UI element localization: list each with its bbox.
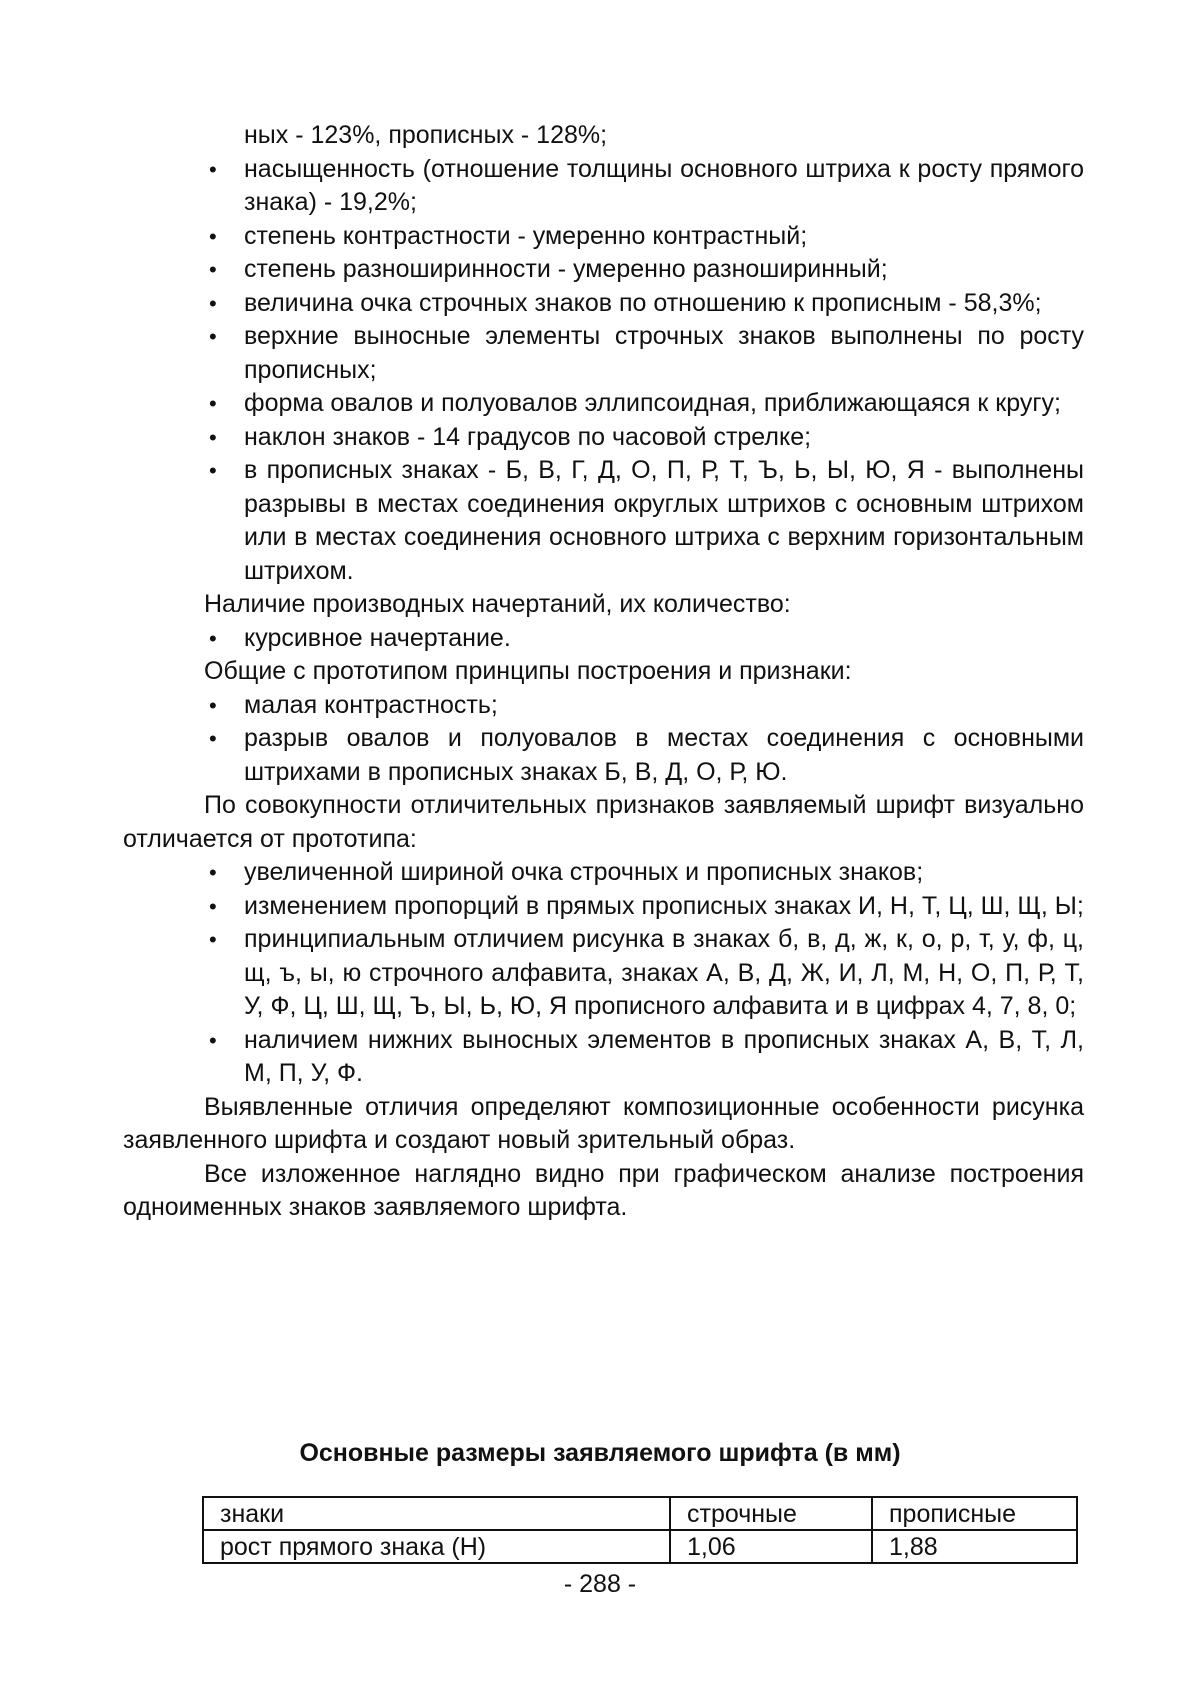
list-item bbox=[123, 923, 1084, 1024]
list-item bbox=[123, 890, 1084, 924]
bullet-icon: • bbox=[209, 726, 217, 751]
list-item bbox=[123, 622, 1084, 656]
bullet-icon: • bbox=[209, 257, 217, 282]
bullet-icon: • bbox=[209, 458, 217, 483]
list-item-text: изменением пропорций в прямых прописных знаках И, Н, Т, Ц, Ш, Щ, Ы; bbox=[244, 891, 1084, 920]
dimensions-table bbox=[202, 1496, 1078, 1564]
table-header-cell: знаки bbox=[203, 1497, 670, 1530]
table-title: Основные размеры заявляемого шрифта (в мм) bbox=[299, 1439, 901, 1467]
list-item-text: наклон знаков - 14 градусов по часовой стрелке; bbox=[244, 422, 812, 451]
list-item-text: величина очка строчных знаков по отношению к прописным - 58,3%; bbox=[244, 288, 1042, 317]
list-item-text: насыщенность (отношение толщины основного штриха к росту прямого знака) - 19,2%; bbox=[244, 154, 1084, 216]
table-cell: рост прямого знака (Н) bbox=[203, 1530, 670, 1563]
list-item-text: малая контрастность; bbox=[244, 690, 498, 719]
bullet-icon: • bbox=[209, 424, 217, 450]
list-item bbox=[123, 689, 1084, 723]
list-item-text: степень разноширинности - умеренно разноширинный; bbox=[244, 255, 888, 283]
bullet-icon: • bbox=[209, 860, 217, 885]
list-item bbox=[123, 287, 1084, 321]
list-item-text: увеличенной шириной очка строчных и прописных знаков; bbox=[244, 858, 924, 886]
list-item-text: разрыв овалов и полуовалов в местах соединения с основными штрихами в прописных знаках Б, В, Д, О, Р, Ю. bbox=[244, 724, 1084, 786]
table-row bbox=[203, 1530, 1077, 1563]
list-item-text: наличием нижних выносных элементов в прописных знаках А, В, Т, Л, М, П, У, Ф. bbox=[244, 1025, 1084, 1087]
bullet-icon: • bbox=[209, 625, 217, 651]
list-item-text: форма овалов и полуовалов эллипсоидная, приближающаяся к кругу; bbox=[244, 389, 1061, 417]
bullet-icon: • bbox=[209, 290, 217, 316]
list-item-text: в прописных знаках - Б, В, Г, Д, О, П, Р, Т, Ъ, Ь, Ы, Ю, Я - выполнены разрывы в местах соединения округлых штрихов с основным штрихом или в местах соединения основного штриха с верхним горизонтальным штрихом. bbox=[244, 456, 1084, 585]
bullet-icon: • bbox=[209, 927, 217, 952]
list-item bbox=[123, 153, 1084, 220]
table-header-row bbox=[203, 1497, 1077, 1530]
list-item bbox=[123, 1024, 1084, 1091]
bullet-icon: • bbox=[209, 692, 217, 718]
table-cell: 1,88 bbox=[872, 1530, 1077, 1563]
list-item bbox=[123, 454, 1084, 588]
paragraph: Все изложенное наглядно видно при графическом анализе построения одноименных знаков заявляемого шрифта. bbox=[123, 1159, 1084, 1221]
bullet-icon: • bbox=[209, 223, 217, 249]
page-number: - 288 - bbox=[563, 1570, 637, 1598]
table-header-cell: строчные bbox=[670, 1497, 872, 1530]
paragraph: По совокупности отличительных признаков заявляемый шрифт визуально отличается от прототипа: bbox=[123, 791, 1084, 853]
list-item-text: степень контрастности - умеренно контрастный; bbox=[244, 221, 808, 250]
table-header-cell: прописные bbox=[872, 1497, 1077, 1530]
list-item bbox=[123, 421, 1084, 455]
list-item-text: верхние выносные элементы строчных знаков выполнены по росту прописных; bbox=[244, 322, 1084, 384]
list-item-text: принципиальным отличием рисунка в знаках б, в, д, ж, к, о, р, т, у, ф, ц, щ, ъ, ы, ю строчного алфавита, знаках А, В, Д, Ж, И, Л, М, Н, О, П, Р, Т, У, Ф, Ц, Ш, Щ, Ъ, Ы, Ь, Ю, Я прописного алфавита и в цифрах 4, 7, 8, 0; bbox=[244, 925, 1084, 1020]
list-item bbox=[123, 253, 1084, 287]
list-item-text: курсивное начертание. bbox=[244, 623, 511, 652]
section-lead: Наличие производных начертаний, их количество: bbox=[204, 590, 791, 618]
bullet-icon: • bbox=[209, 391, 217, 416]
bullet-icon: • bbox=[209, 1027, 217, 1053]
section-lead: Общие с прототипом принципы построения и признаки: bbox=[204, 657, 852, 685]
paragraph: Выявленные отличия определяют композиционные особенности рисунка заявленного шрифта и создают новый зрительный образ. bbox=[123, 1092, 1084, 1154]
paragraph-continuation: ных - 123%, прописных - 128%; bbox=[244, 121, 608, 149]
list-item bbox=[123, 387, 1084, 421]
bullet-icon: • bbox=[209, 893, 217, 919]
list-item bbox=[123, 856, 1084, 890]
document-body bbox=[123, 119, 1084, 1225]
bullet-icon: • bbox=[209, 156, 217, 182]
list-item bbox=[123, 320, 1084, 387]
list-item bbox=[123, 722, 1084, 789]
table-cell: 1,06 bbox=[670, 1530, 872, 1563]
bullet-icon: • bbox=[209, 324, 217, 349]
list-item bbox=[123, 220, 1084, 254]
